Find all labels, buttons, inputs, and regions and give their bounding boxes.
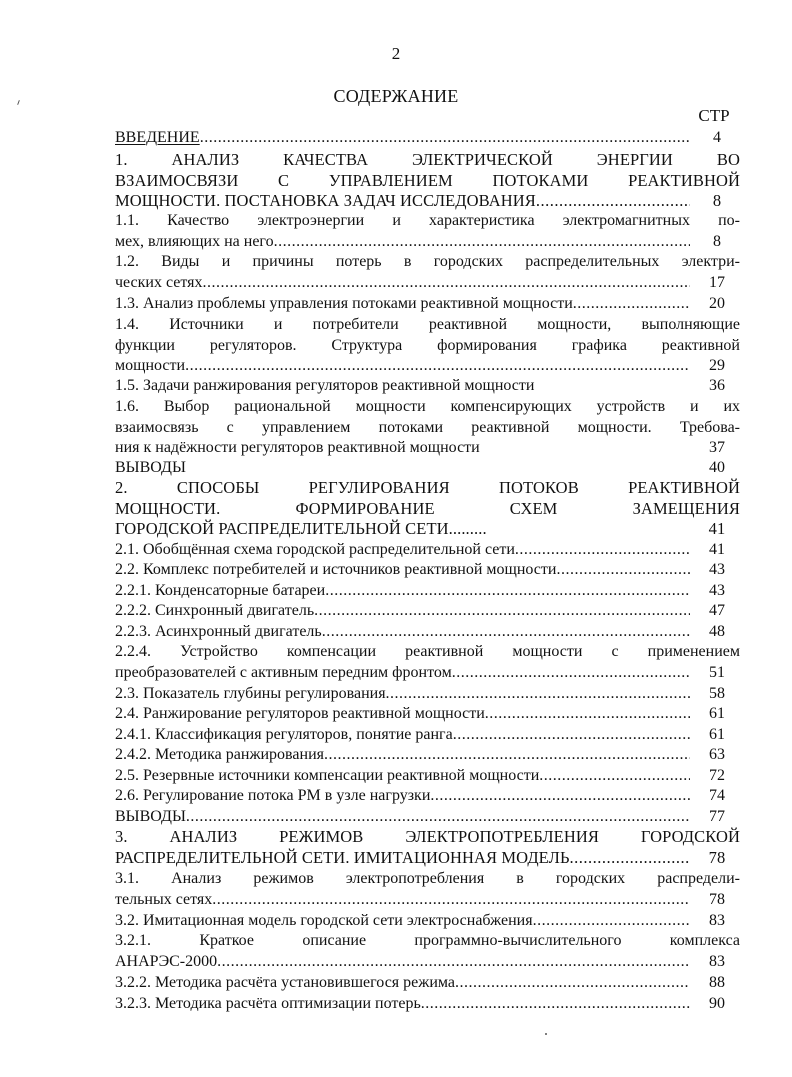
toc-entry: [115, 745, 740, 766]
dot-leader: [556, 560, 690, 581]
toc-page-number: 43: [709, 561, 725, 578]
toc-page-number: 40: [709, 459, 725, 476]
toc-page-number: 83: [709, 912, 725, 929]
toc-entry: [115, 150, 740, 212]
toc-entry-title: 2.4.1. Классификация регуляторов, понятие ранга: [115, 726, 453, 743]
toc-entry: [115, 478, 740, 540]
toc-entry-title: мощности: [115, 357, 186, 375]
toc-page-number: 74: [709, 787, 725, 804]
toc-page-number: 72: [709, 767, 725, 784]
dot-leader: [539, 766, 690, 787]
page-number: 2: [391, 44, 401, 63]
dot-leader: [485, 704, 690, 725]
toc-page-number: 20: [709, 295, 725, 312]
toc-entry-title: РАСПРЕДЕЛИТЕЛЬНОЙ СЕТИ. ИМИТАЦИОННАЯ МОДЕЛЬ: [115, 847, 570, 867]
toc-entry: [115, 581, 740, 602]
toc-entry-line: взаимосвязь с управлением потоками реактивной мощности. Требова-: [115, 418, 740, 436]
toc-entry-title: 2.2. Комплекс потребителей и источников реактивной мощности: [115, 561, 557, 578]
toc-entry: [115, 684, 740, 705]
toc-entry: [115, 766, 740, 787]
toc-entry-title: 2.2.1. Конденсаторные батареи: [115, 582, 326, 599]
dot-leader: [430, 786, 690, 807]
toc-entry-title: 2.4. Ранжирование регуляторов реактивной мощности: [115, 705, 485, 722]
toc-entry: [115, 869, 740, 910]
toc-entry-title: ГОРОДСКОЙ РАСПРЕДЕЛИТЕЛЬНОЙ СЕТИ: [115, 519, 449, 539]
dot-leader: [515, 540, 690, 561]
dot-leader: [570, 848, 690, 869]
toc-entry: [115, 725, 740, 746]
dot-leader: .........: [448, 519, 487, 539]
toc-page-number: 41: [709, 541, 725, 558]
toc-page-number: 8: [712, 191, 722, 211]
dot-leader: [200, 128, 690, 149]
toc-entry: [115, 931, 740, 972]
toc-entry-title: мех, влияющих на него: [115, 232, 274, 250]
toc-entry: [115, 704, 740, 725]
dot-leader: [314, 601, 690, 622]
toc-page-number: 43: [709, 582, 725, 599]
toc-entry-title: МОЩНОСТИ. ПОСТАНОВКА ЗАДАЧ ИССЛЕДОВАНИЯ: [115, 191, 536, 211]
toc-page-number: 88: [709, 974, 725, 991]
toc-entry-line: МОЩНОСТИ. ФОРМИРОВАНИЕ СХЕМ ЗАМЕЩЕНИЯ: [115, 498, 740, 518]
toc-entry-title: 1.3. Анализ проблемы управления потоками реактивной мощности: [115, 295, 573, 312]
toc-entry: [115, 128, 740, 149]
toc-entry-title: ческих сетях: [115, 273, 203, 291]
dot-leader: [212, 890, 690, 911]
toc-entry: [115, 827, 740, 868]
toc-entry: [115, 294, 740, 315]
toc-entry-title: 2.3. Показатель глубины регулирования: [115, 685, 386, 702]
toc-entry-line: 3.1. Анализ режимов электропотребления в городских распредели-: [115, 870, 740, 887]
dot-leader: [203, 273, 690, 294]
dot-leader: [274, 232, 690, 253]
toc-entry-line: 1. АНАЛИЗ КАЧЕСТВА ЭЛЕКТРИЧЕСКОЙ ЭНЕРГИИ ВО: [115, 150, 740, 169]
toc-entry-title: 3.2. Имитационная модель городской сети электроснабжения: [115, 912, 533, 929]
dot-leader: [185, 356, 690, 377]
toc-page-number: 83: [709, 952, 725, 970]
toc-page-number: 77: [709, 808, 725, 825]
toc-entry-title: 1.5. Задачи ранжирования регуляторов реактивной мощности: [115, 377, 535, 394]
dot-leader: [324, 745, 690, 766]
toc-entry-title: преобразователей с активным передним фронтом: [115, 663, 452, 681]
toc-entry: [115, 540, 740, 561]
toc-entry-title: ВВЕДЕНИЕ: [115, 129, 200, 146]
toc-entry-line: 1.6. Выбор рациональной мощности компенсирующих устройств и их: [115, 398, 740, 415]
toc-entry-title: 2.4.2. Методика ранжирования: [115, 746, 324, 763]
toc-page-number: 51: [709, 663, 725, 681]
toc-page-number: 90: [709, 995, 725, 1012]
dot-leader: [186, 807, 690, 828]
toc-entry-title: АНАРЭС-2000: [115, 952, 218, 970]
toc-page-number: 37: [709, 439, 725, 457]
toc-entry: [115, 458, 740, 479]
toc-entry-title: 2.5. Резервные источники компенсации реактивной мощности: [115, 767, 540, 784]
toc-page-number: 36: [709, 377, 725, 394]
toc-page-number: 48: [709, 623, 725, 640]
toc-page-number: 29: [709, 357, 725, 375]
dot-leader: [217, 952, 690, 973]
toc-entry-title: 2.1. Обобщённая схема городской распределительной сети: [115, 541, 515, 558]
toc-page-number: 63: [709, 746, 725, 763]
toc-entry-title: 2.2.2. Синхронный двигатель: [115, 602, 315, 619]
toc-entry-title: ВЫВОДЫ: [115, 459, 186, 476]
toc-entry: [115, 911, 740, 932]
toc-page-number: 41: [708, 519, 726, 539]
dot-leader: [421, 994, 690, 1015]
toc-entry-line: 2.2.4. Устройство компенсации реактивной мощности с применением: [115, 643, 740, 660]
toc-entry-title: 3.2.3. Методика расчёта оптимизации потерь: [115, 995, 421, 1012]
toc-entry-title: 2.2.3. Асинхронный двигатель: [115, 623, 322, 640]
toc-entry-title: 3.2.2. Методика расчёта установившегося режима: [115, 974, 455, 991]
toc-page-number: 8: [713, 232, 721, 250]
scan-mark: [545, 1033, 547, 1035]
toc-page-number: 17: [709, 273, 725, 291]
toc-page-number: 58: [709, 685, 725, 702]
toc-entry-line: 2. СПОСОБЫ РЕГУЛИРОВАНИЯ ПОТОКОВ РЕАКТИВНОЙ: [115, 478, 740, 497]
toc-entry-title: 2.6. Регулирование потока РМ в узле нагрузки: [115, 787, 431, 804]
page-column-header: СТР: [698, 106, 730, 125]
toc-page-number: 61: [709, 705, 725, 722]
toc-entry-title: ВЫВОДЫ: [115, 808, 186, 825]
toc-entry: [115, 315, 740, 377]
dot-leader: [536, 191, 690, 212]
toc-entry-line: 3.2.1. Краткое описание программно-вычислительного комплекса: [115, 932, 740, 949]
toc-entry-line: ВЗАИМОСВЯЗИ С УПРАВЛЕНИЕМ ПОТОКАМИ РЕАКТИВНОЙ: [115, 170, 740, 190]
toc-entry-line: 1.1. Качество электроэнергии и характеристика электромагнитных по-: [115, 212, 740, 229]
toc-entry: [115, 994, 740, 1015]
toc-entry-line: 1.4. Источники и потребители реактивной мощности, выполняющие: [115, 316, 740, 333]
dot-leader: [573, 294, 690, 315]
toc-page-number: 78: [708, 847, 726, 867]
toc-page-number: 61: [709, 726, 725, 743]
toc-entry-title: ния к надёжности регуляторов реактивной мощности: [115, 439, 480, 457]
toc-entry-title: тельных сетях: [115, 890, 213, 908]
dot-leader: [322, 622, 690, 643]
toc-entry-line: функции регуляторов. Структура формирования графика реактивной: [115, 336, 740, 354]
toc-entry: [115, 786, 740, 807]
toc-entry: [115, 622, 740, 643]
dot-leader: [386, 684, 690, 705]
toc-entry: [115, 211, 740, 252]
dot-leader: [452, 663, 690, 684]
dot-leader: [453, 725, 690, 746]
toc-entry: [115, 642, 740, 683]
toc-entry: [115, 397, 740, 459]
toc-entry: [115, 973, 740, 994]
toc-entry: [115, 252, 740, 293]
dot-leader: [533, 911, 690, 932]
toc-entry: [115, 601, 740, 622]
toc-entry: [115, 376, 740, 397]
dot-leader: [325, 581, 690, 602]
dot-leader: [455, 973, 690, 994]
toc-page-number: 78: [709, 890, 725, 908]
toc-entry-line: 3. АНАЛИЗ РЕЖИМОВ ЭЛЕКТРОПОТРЕБЛЕНИЯ ГОРОДСКОЙ: [115, 827, 740, 846]
toc-entry-line: 1.2. Виды и причины потерь в городских распределительных электри-: [115, 253, 740, 270]
toc-entry: [115, 560, 740, 581]
toc-page-number: 47: [709, 602, 725, 619]
toc-title: СОДЕРЖАНИЕ: [333, 86, 459, 106]
toc-page-number: 4: [713, 129, 721, 146]
toc-entry: [115, 807, 740, 828]
